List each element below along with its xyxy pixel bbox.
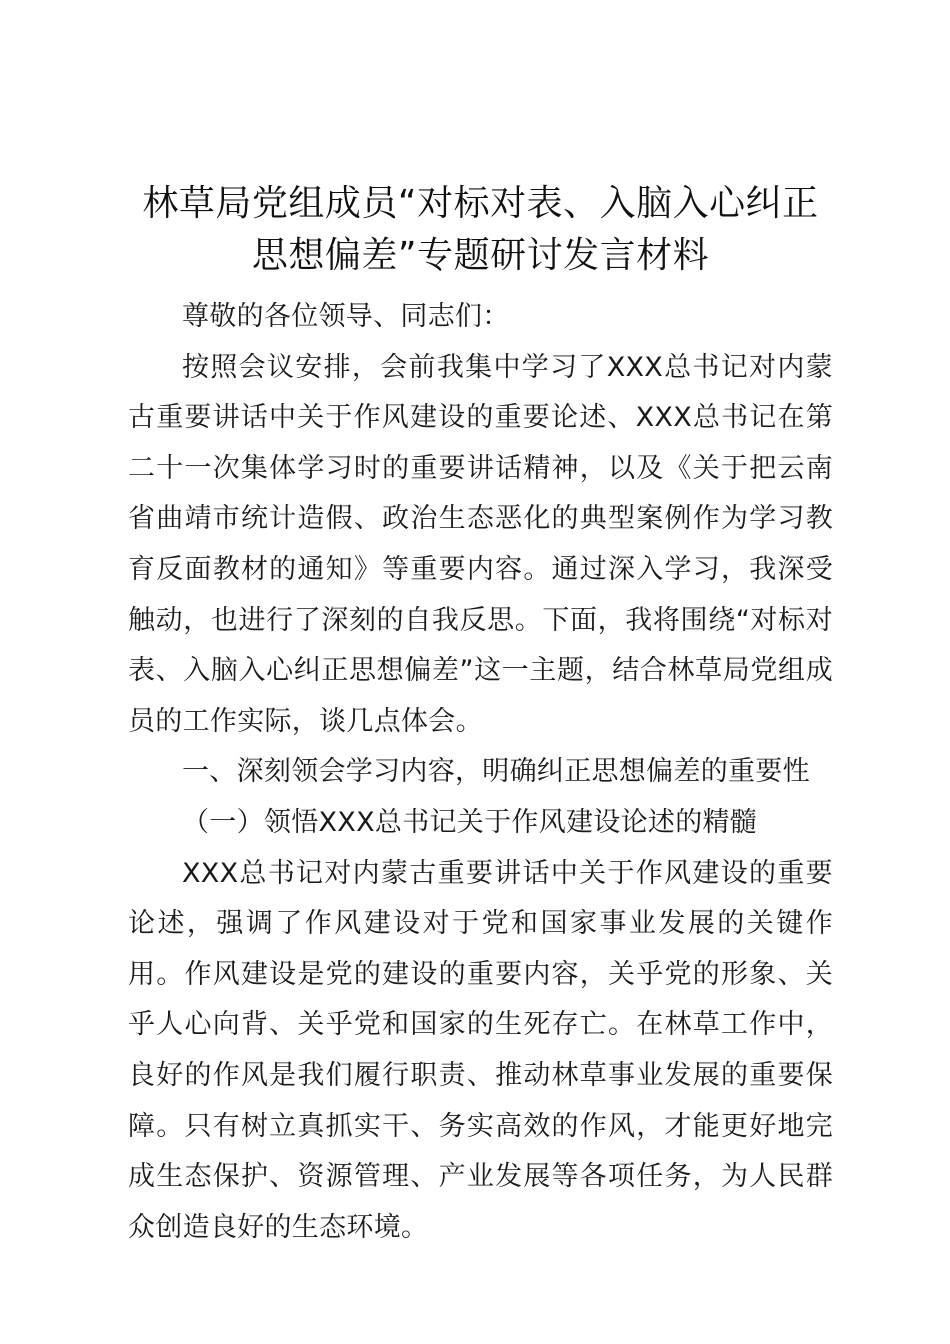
- subsection-1-paragraph: XXX总书记对内蒙古重要讲话中关于作风建设的重要论述，强调了作风建设对于党和国家事业发展的关键作用。作风建设是党的建设的重要内容，关乎党的形象、关乎人心向背、关乎党和国家的生死存亡。在林草工作中，良好的作风是我们履行职责、推动林草事业发展的重要保障。只有树立真抓实干、务实高效的作风，才能更好地完成生态保护、资源管理、产业发展等各项任务，为人民群众创造良好的生态环境。: [128, 857, 833, 1243]
- document-body: [128, 178, 833, 1253]
- subsection-heading-1: （一）领悟XXX总书记关于作风建设论述的精髓: [182, 806, 758, 838]
- section-heading-1: 一、深刻领会学习内容，明确纠正思想偏差的重要性: [182, 756, 810, 788]
- salutation: 尊敬的各位领导、同志们：: [182, 301, 510, 332]
- intro-paragraph: 按照会议安排，会前我集中学习了XXX总书记对内蒙古重要讲话中关于作风建设的重要论述、XXX总书记在第二十一次集体学习时的重要讲话精神，以及《关于把云南省曲靖市统计造假、政治生态恶化的典型案例作为学习教育反面教材的通知》等重要内容。通过深入学习，我深受触动，也进行了深刻的自我反思。下面，我将围绕“对标对表、入脑入心纠正思想偏差”这一主题，结合林草局党组成员的工作实际，谈几点体会。: [128, 351, 833, 737]
- document-title: 林草局党组成员“对标对表、入脑入心纠正思想偏差”专题研讨发言材料: [142, 183, 819, 276]
